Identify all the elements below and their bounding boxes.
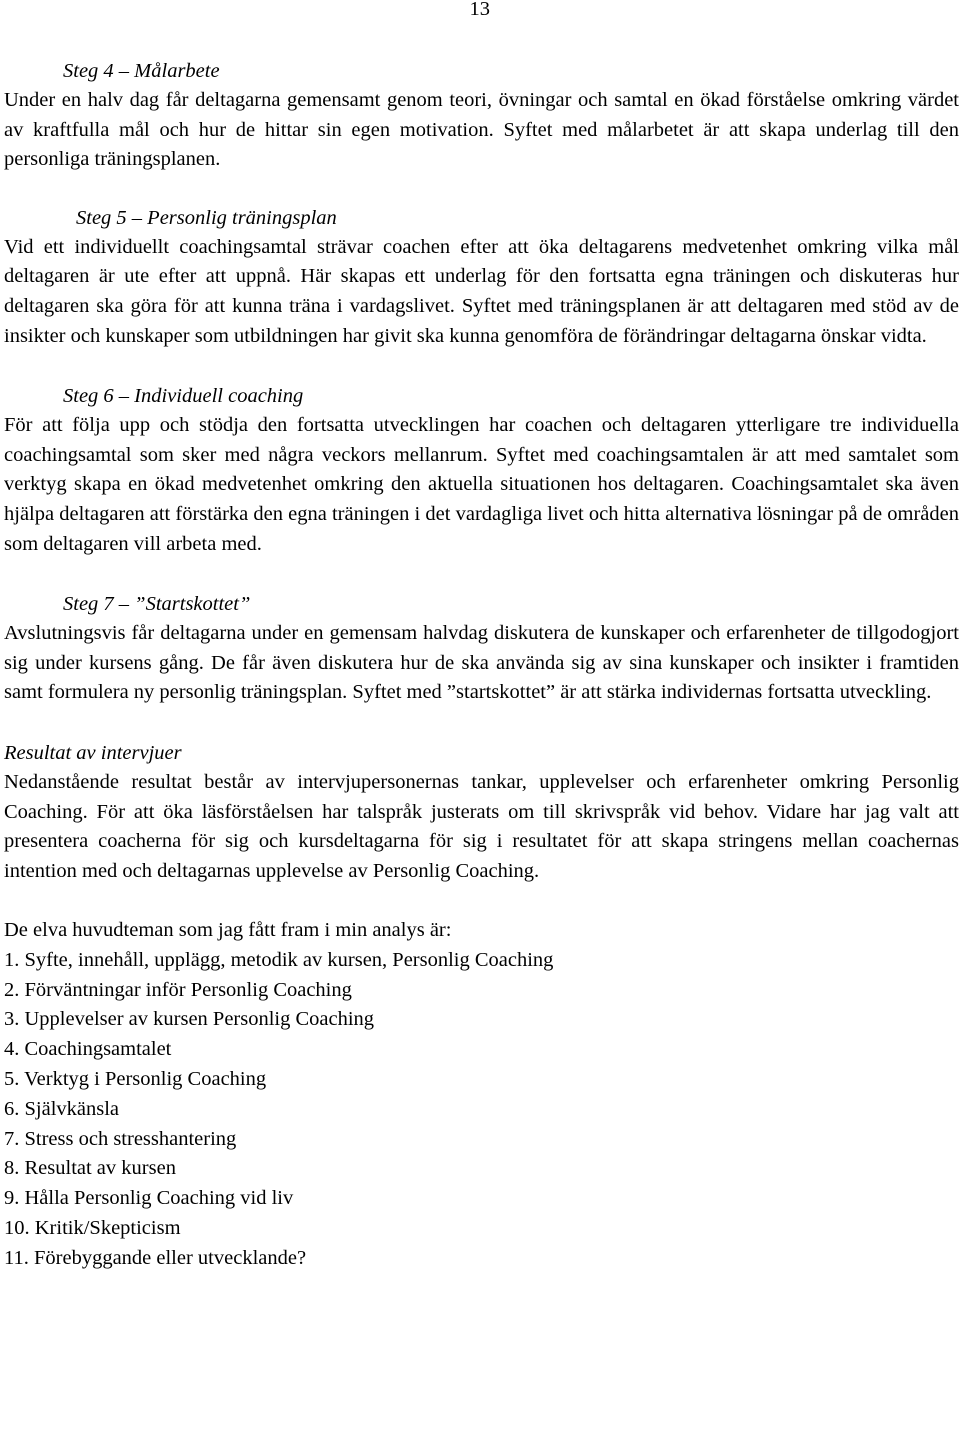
themes-intro: De elva huvudteman som jag fått fram i min analys är: <box>4 919 452 942</box>
list-item: 8. Resultat av kursen <box>4 1157 176 1180</box>
themes-list <box>4 946 959 1274</box>
page-number: 13 <box>469 0 490 20</box>
list-item: 5. Verktyg i Personlig Coaching <box>4 1068 267 1091</box>
section-body-steg7: Avslutningsvis får deltagarna under en gemensam halvdag diskutera de kunskaper och erfarenheter de tillgodogjort sig under kursens gång. De får även diskutera hur de ska använda sig av sina kunskaper och insikter i framtiden samt formulera ny personlig träningsplan. Syftet med ”startskottet” är att stärka individernas fortsatta utveckling. <box>4 622 959 704</box>
section-body-resultat: Nedanstående resultat består av intervjupersonernas tankar, upplevelser och erfarenheter omkring Personlig Coaching. För att öka läsförståelsen har talspråk justerats om till skrivspråk vid behov. Vidare har jag valt att presentera coacherna för sig och kursdeltagarna för sig i resultatet för att skapa stringens mellan coachernas intention med och deltagarnas upplevelse av Personlig Coaching. <box>4 770 959 882</box>
section-heading-steg5: Steg 5 – Personlig träningsplan <box>76 206 337 229</box>
section-body-steg4: Under en halv dag får deltagarna gemensamt genom teori, övningar och samtal en ökad förståelse omkring värdet av kraftfulla mål och hur de hittar sin egen motivation. Syftet med målarbetet är att skapa underlag till den personliga träningsplanen. <box>4 89 959 171</box>
list-item: 3. Upplevelser av kursen Personlig Coaching <box>4 1008 375 1031</box>
list-item: 9. Hålla Personlig Coaching vid liv <box>4 1187 294 1210</box>
section-body-steg6: För att följa upp och stödja den fortsatta utvecklingen har coachen och deltagaren ytterligare tre individuella coachingsamtal som sker med några veckors mellanrum. Syftet med coachingsamtalen är att med samtalet som verktyg skapa en ökad medvetenhet omkring den aktuella situationen hos deltagaren. Coachingsamtalet ska även hjälpa deltagaren att förstärka den egna träningen i det vardagliga livet och hitta alternativa lösningar på de områden som deltagaren vill arbeta med. <box>4 414 959 555</box>
section-heading-steg7: Steg 7 – ”Startskottet” <box>63 593 251 616</box>
section-heading-steg4: Steg 4 – Målarbete <box>63 60 220 82</box>
list-item: 7. Stress och stresshantering <box>4 1127 237 1150</box>
section-heading-resultat: Resultat av intervjuer <box>4 741 182 764</box>
section-body-steg5: Vid ett individuellt coachingsamtal strävar coachen efter att öka deltagarens medvetenhet omkring vilka mål deltagaren är ute efter att uppnå. Här skapas ett underlag för den fortsatta egna träningen och diskuteras hur deltagaren ska göra för att kunna träna i vardagslivet. Syftet med träningsplanen är att deltagaren med stöd av de insikter och kunskaper som utbildningen har givit ska kunna genomföra de förändringar deltagarna önskar vidta. <box>4 235 959 347</box>
list-item: 10. Kritik/Skepticism <box>4 1217 181 1240</box>
list-item: 2. Förväntningar inför Personlig Coaching <box>4 978 352 1001</box>
list-item: 6. Självkänsla <box>4 1097 120 1120</box>
page-content <box>4 56 959 1274</box>
list-item: 4. Coachingsamtalet <box>4 1038 172 1061</box>
list-item: 1. Syfte, innehåll, upplägg, metodik av kursen, Personlig Coaching <box>4 948 554 971</box>
list-item: 11. Förebyggande eller utvecklande? <box>4 1246 307 1269</box>
section-heading-steg6: Steg 6 – Individuell coaching <box>63 385 304 408</box>
